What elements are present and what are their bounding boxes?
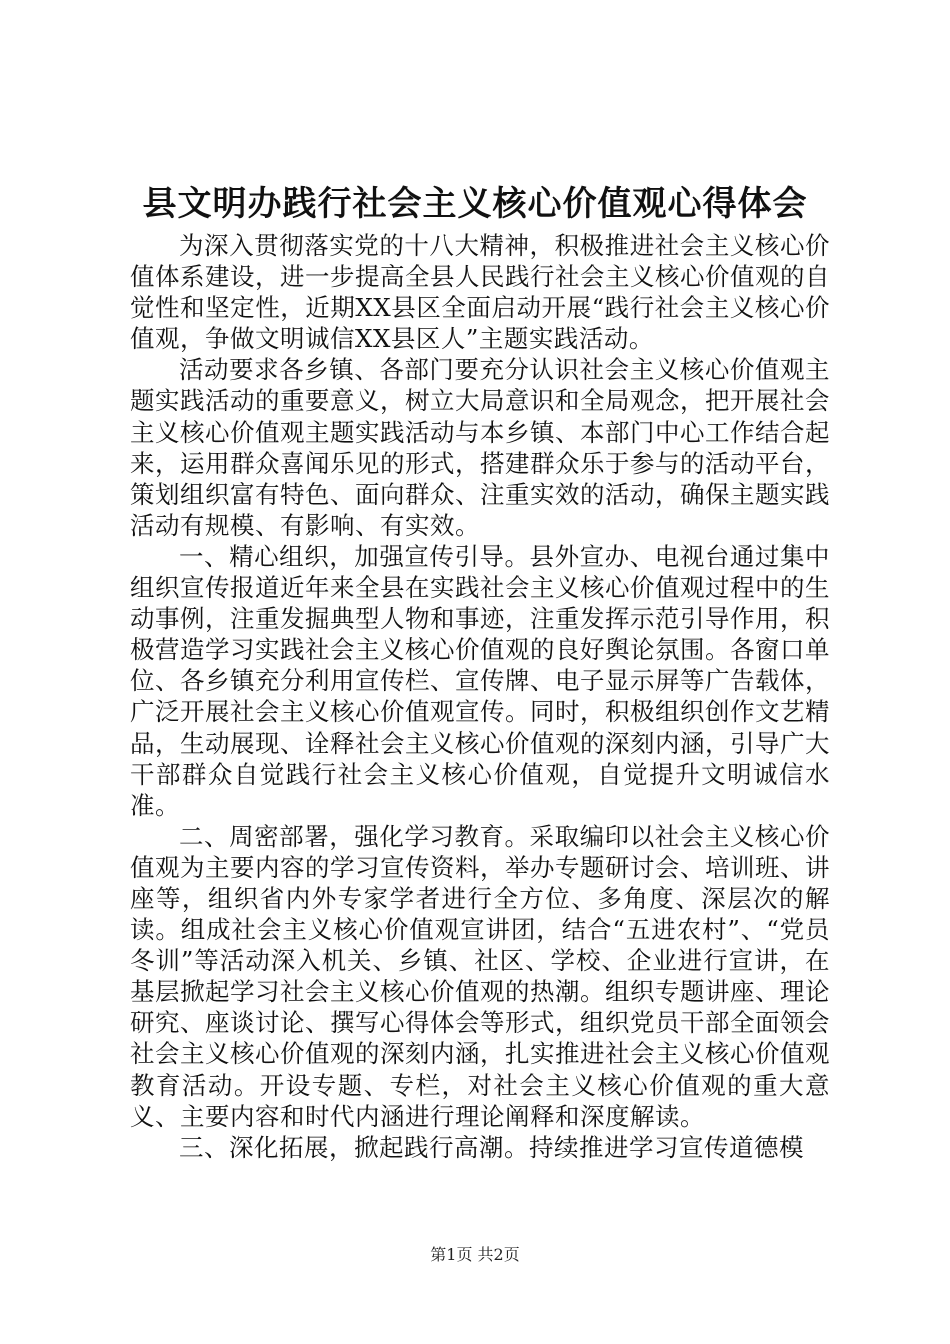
paragraph-section-two: 二、周密部署，强化学习教育。采取编印以社会主义核心价值观为主要内容的学习宣传资料，举办专题研讨会、培训班、讲座等，组织省内外专家学者进行全方位、多角度、深层次的解读。组成社会主义核心价值观宣讲团，结合“五进农村”、“党员冬训”等活动深入机关、乡镇、社区、学校、企业进行宣讲，在基层掀起学习社会主义核心价值观的热潮。组织专题讲座、理论研究、座谈讨论、撰写心得体会等形式，组织党员干部全面领会社会主义核心价值观的深刻内涵，扎实推进社会主义核心价值观教育活动。开设专题、专栏，对社会主义核心价值观的重大意义、主要内容和时代内涵进行理论阐释和深度解读。 — [130, 821, 830, 1131]
document-title: 县文明办践行社会主义核心价值观心得体会 — [142, 184, 808, 224]
document-body — [130, 230, 830, 1163]
paragraph-section-three: 三、深化拓展，掀起践行高潮。持续推进学习宣传道德模 — [179, 1132, 804, 1162]
page-number-footer: 第1页 共2页 — [430, 1245, 520, 1264]
paragraph-intro: 为深入贯彻落实党的十八大精神，积极推进社会主义核心价值体系建设，进一步提高全县人民践行社会主义核心价值观的自觉性和坚定性，近期XX县区全面启动开展“践行社会主义核心价值观，争做文明诚信XX县区人”主题实践活动。 — [130, 231, 830, 354]
paragraph-section-one: 一、精心组织，加强宣传引导。县外宣办、电视台通过集中组织宣传报道近年来全县在实践社会主义核心价值观过程中的生动事例，注重发掘典型人物和事迹，注重发挥示范引导作用，积极营造学习实践社会主义核心价值观的良好舆论氛围。各窗口单位、各乡镇充分利用宣传栏、宣传牌、电子显示屏等广告载体，广泛开展社会主义核心价值观宣传。同时，积极组织创作文艺精品，生动展现、诠释社会主义核心价值观的深刻内涵，引导广大干部群众自觉践行社会主义核心价值观，自觉提升文明诚信水准。 — [130, 541, 830, 820]
paragraph-requirements: 活动要求各乡镇、各部门要充分认识社会主义核心价值观主题实践活动的重要意义，树立大局意识和全局观念，把开展社会主义核心价值观主题实践活动与本乡镇、本部门中心工作结合起来，运用群众喜闻乐见的形式，搭建群众乐于参与的活动平台，策划组织富有特色、面向群众、注重实效的活动，确保主题实践活动有规模、有影响、有实效。 — [130, 355, 830, 540]
